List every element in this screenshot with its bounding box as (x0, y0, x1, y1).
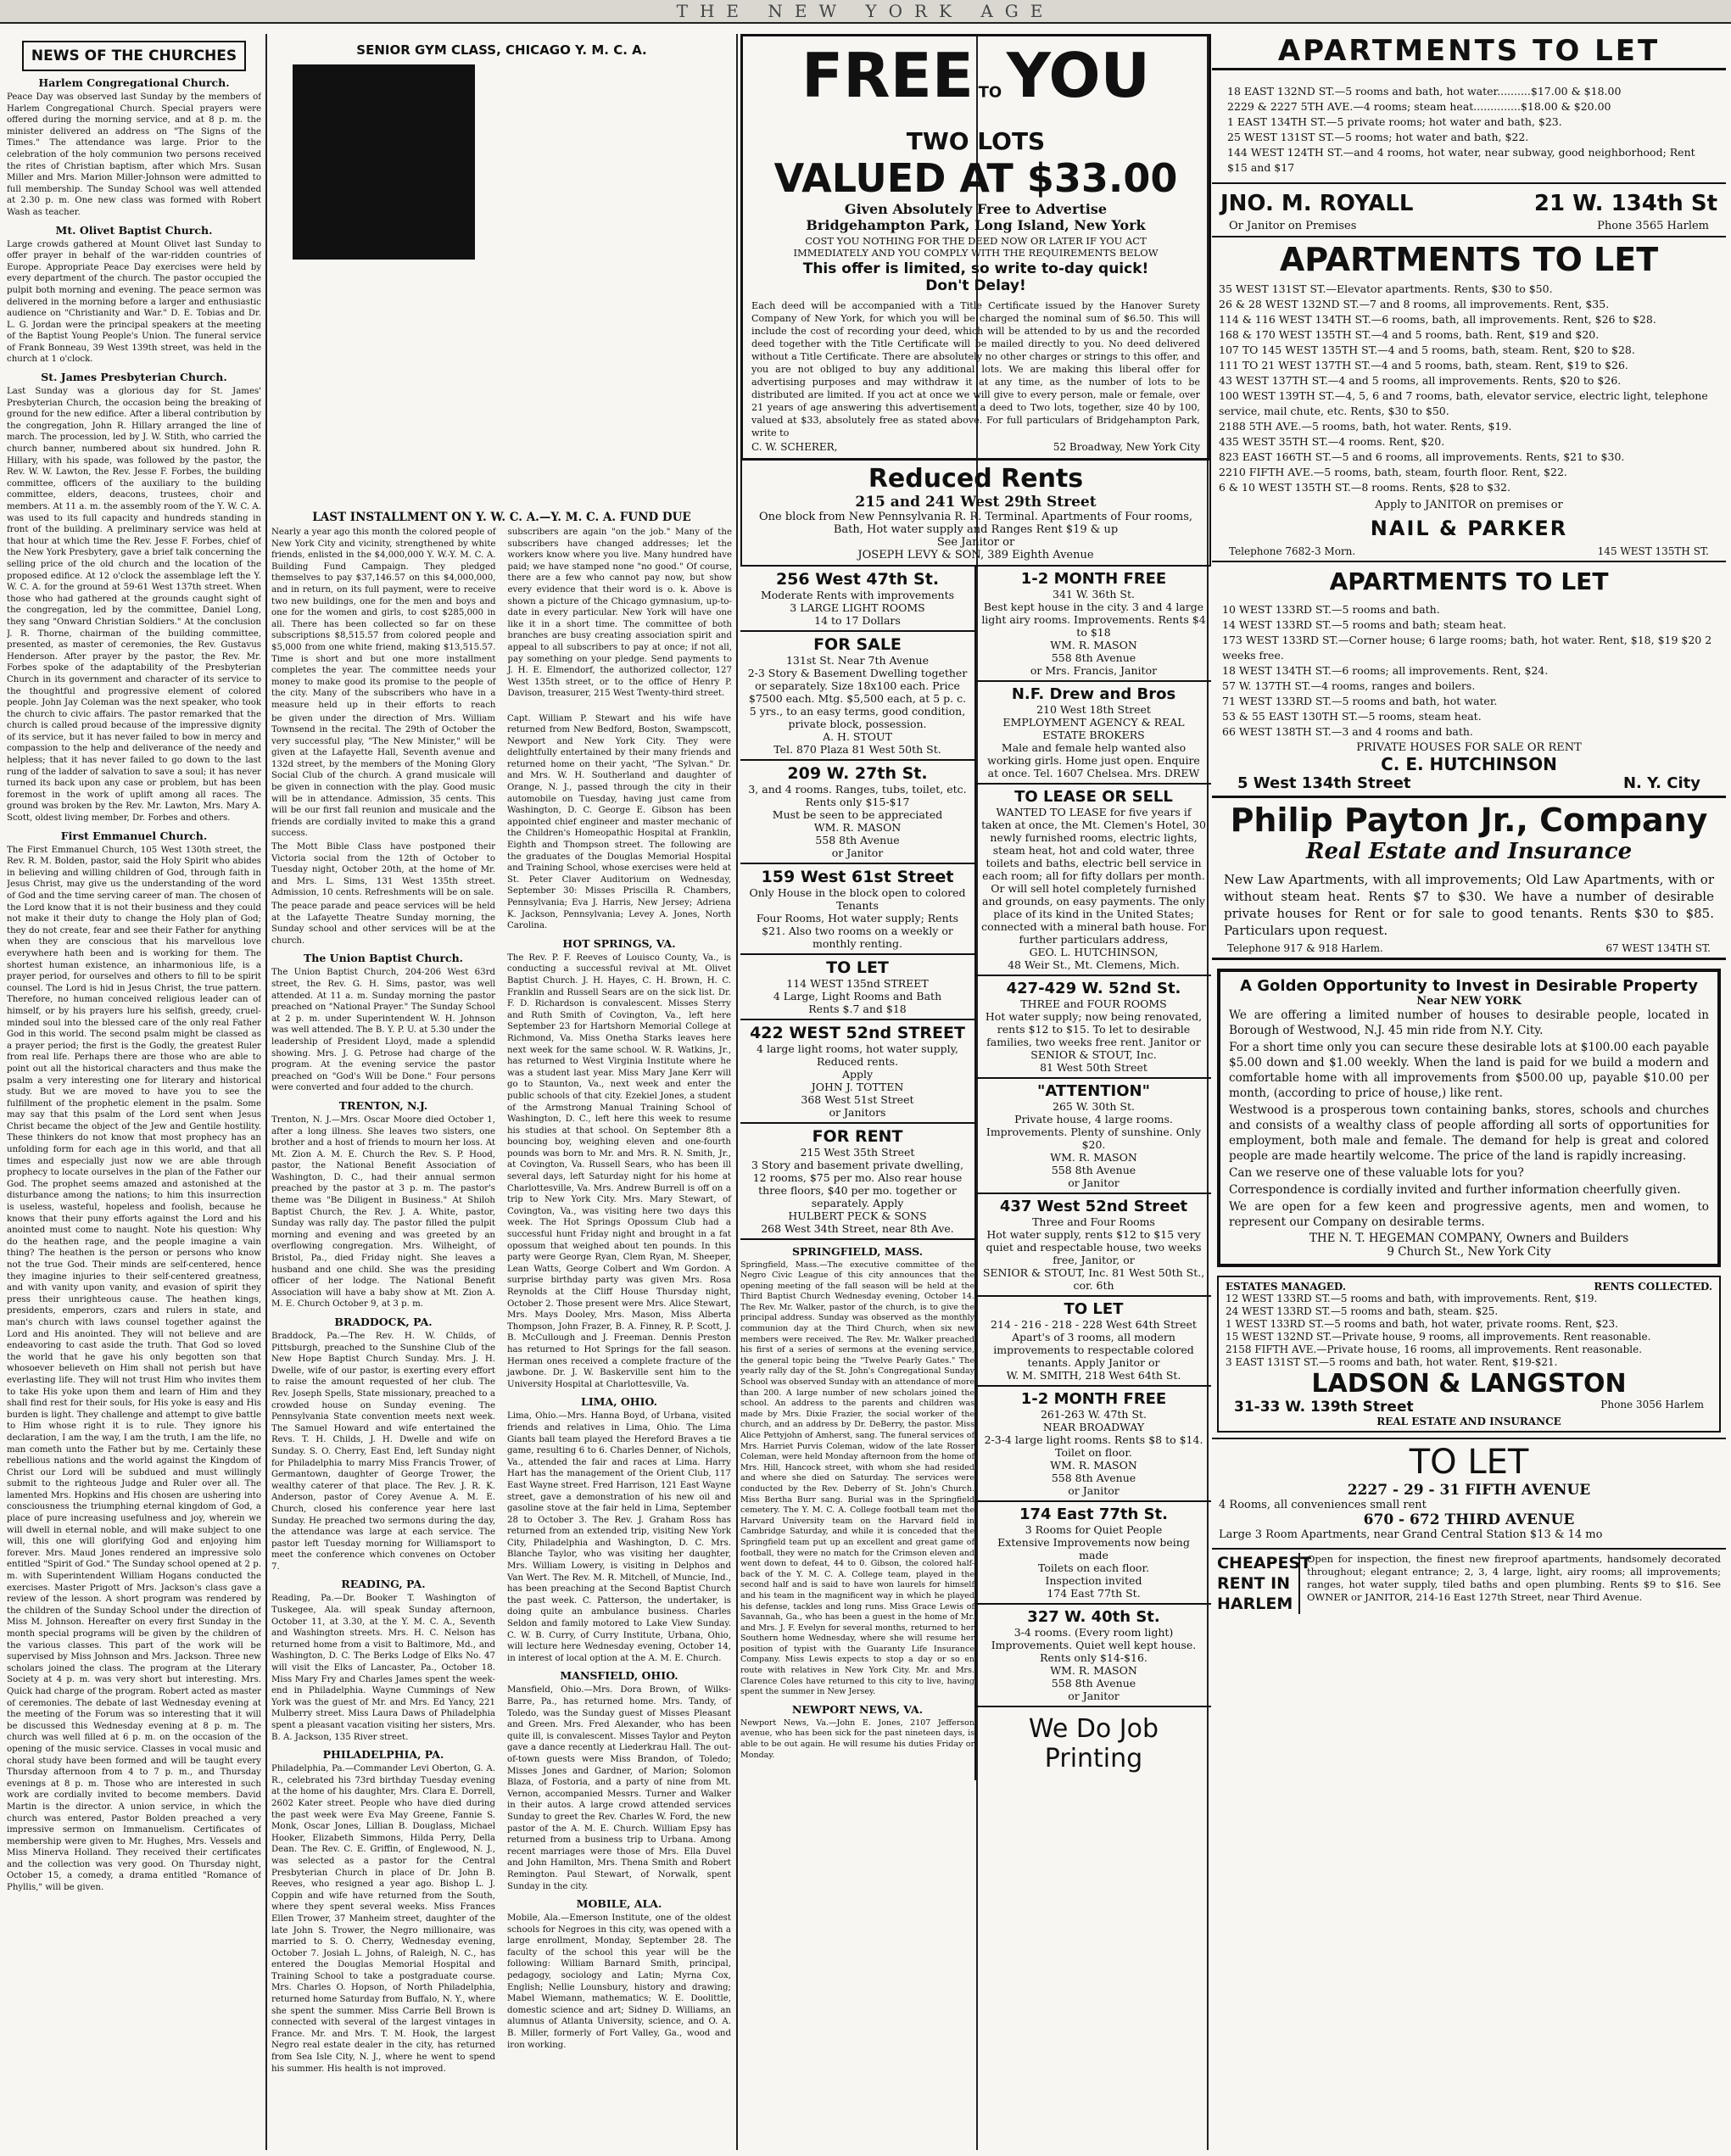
apartment-listing: 26 & 28 WEST 132ND ST.—7 and 8 rooms, all improvements. Rent, $35. (1219, 298, 1610, 310)
small-ad (740, 761, 974, 864)
apartments-column (1212, 34, 1726, 2150)
small-ad-line: 215 West 35th Street (800, 1145, 915, 1159)
church-news-column (7, 34, 261, 2150)
westwood-body-2: For a short time only you can secure these desirable lots at $100.00 each payable $5.00 down and $1.00 weekly. When the land is paid for we build a modern and comfortable home with all improvements from $500.00 up, payable $10.00 per month, (according to price of house,) like rent. (1229, 1041, 1709, 1100)
ladson-listing: 24 WEST 133RD ST.—5 rooms and bath, steam. $25. (1226, 1305, 1499, 1317)
small-ad-line: Inspection invited (1045, 1573, 1142, 1587)
dont-delay: Don't Delay! (925, 276, 1026, 294)
small-ad-line: or Janitor (831, 846, 884, 859)
small-ad-line: 2-3-4 large light rooms. Rents $8 to $14. Toilet on floor. (984, 1433, 1203, 1459)
small-ad-line: 2-3 Story & Basement Dwelling together or separately. Size 18x100 each. Price $7500 each. Mtg. $5,500 each, at 5 p. c. 5 yrs., to an easy terms, good condition, private block, possession. (747, 666, 968, 730)
nail-apply: Apply to JANITOR on premises or (1375, 499, 1563, 511)
small-ad-line: 14 to 17 Dollars (814, 613, 901, 627)
news-heading: MANSFIELD, OHIO. (560, 1669, 678, 1683)
cheapest-rent-body: Open for inspection, the finest new fireproof apartments, handsomely decorated throughout; elegant entrance; 2, 3, 4 large, light, airy rooms; all improvements; ranges, hot water supply, tiled baths and open plumbing. Rents $9 to $16. See OWNER or JANITOR, 214-16 East 127th Street, near Third Avenue. (1307, 1553, 1721, 1603)
apartment-listing: 114 & 116 WEST 134TH ST.—6 rooms, bath, all improvements. Rent, $26 to $28. (1219, 313, 1656, 326)
small-ad-line: Apply (841, 1067, 874, 1081)
free-lots-ad (740, 34, 1211, 461)
small-ad-line: HULBERT PECK & SONS (788, 1209, 927, 1222)
apartment-listing: 43 WEST 137TH ST.—4 and 5 rooms, all improvements. Rents, $20 to $26. (1219, 374, 1622, 387)
hegeman-company: THE N. T. HEGEMAN COMPANY, Owners and Builders (1309, 1232, 1629, 1245)
small-ad-title: 1-2 MONTH FREE (1020, 569, 1167, 588)
church-section-text: Peace Day was observed last Sunday by the members of Harlem Congregational Church. Special prayers were offered during the morning service, and at 8 p. m. the minister delivered an address on "The Signs of the Times." The attendance was large. Prior to the celebration of the holy communion two persons received the rites of Christian baptism, after which Mrs. Susan Miller and Mrs. Marion Miller-Johnson were admitted to full membership. The Sunday School was well attended at 2.30 p. m. One new class was formed with Robert Wash as teacher. (7, 92, 261, 217)
small-ad-line: 4 large light rooms, hot water supply, Reduced rents. (757, 1042, 958, 1068)
small-ad-line: 261-263 W. 47th St. (1040, 1407, 1147, 1421)
news-heading: READING, PA. (341, 1578, 426, 1591)
small-ad (740, 567, 974, 632)
small-ad-line: 368 West 51st Street (801, 1092, 914, 1106)
small-ad-line: 268 West 34th Street, near 8th Ave. (761, 1221, 954, 1235)
small-ad-title: 159 West 61st Street (761, 867, 954, 886)
small-ad (976, 1502, 1211, 1605)
small-ad-line: SENIOR & STOUT, Inc. 81 West 50th St., cor. 6th (982, 1265, 1205, 1292)
small-ad-line: Moderate Rents with improvements (760, 588, 955, 601)
hutch-line: PRIVATE HOUSES FOR SALE OR RENT (1356, 741, 1582, 754)
cost-nothing: COST YOU NOTHING FOR THE DEED NOW OR LATER IF YOU ACT IMMEDIATELY AND YOU COMPLY WITH THE REQUIREMENTS BELOW (793, 234, 1159, 259)
you-word: YOU (1006, 40, 1150, 111)
apartments-list-2 (1212, 278, 1726, 499)
apartment-listing: 111 TO 21 WEST 137TH ST.—4 and 5 rooms, bath, steam. Rent, $19 to $26. (1219, 359, 1628, 371)
royall-ad (1212, 187, 1726, 220)
small-ad-line: Tel. 870 Plaza 81 West 50th St. (773, 742, 941, 756)
small-ad-title: TO LET (1064, 1299, 1124, 1318)
apartments-title-3: APARTMENTS TO LET (1329, 567, 1609, 595)
small-ad-line: or Janitor (1068, 1483, 1120, 1497)
fifth-ave-line-2: 4 Rooms, all conveniences small rent (1219, 1499, 1427, 1511)
small-ad-line: Only House in the block open to colored Tenants (749, 885, 966, 912)
small-ad-line: Must be seen to be appreciated (772, 807, 943, 821)
small-ad (976, 567, 1211, 682)
apartment-listing: 1 EAST 134TH ST.—5 private rooms; hot water and bath, $23. (1227, 115, 1562, 128)
apartment-listing: 6 & 10 WEST 135TH ST.—8 rooms. Rents, $28 to $32. (1219, 481, 1510, 494)
news-heading: LIMA, OHIO. (581, 1395, 657, 1409)
apartment-listing: 10 WEST 133RD ST.—5 rooms and bath. (1222, 603, 1440, 616)
small-ad-title: 437 West 52nd Street (999, 1197, 1188, 1215)
small-ad-line: WANTED TO LEASE for five years if taken at once, the Mt. Clemen's Hotel, 30 newly furnished rooms, electric lights, steam heat, hot and cold water, three toilets and baths, electric bell service in each room; all for fifty dollars per month. Or will sell hotel completely furnished and grounds, on easy payments. The only place of its kind in the United States; connected with a mineral bath house. For further particulars address, (981, 805, 1206, 946)
ladson-listing: 1 WEST 133RD ST.—5 rooms and bath, hot water, private rooms. Rent, $23. (1226, 1318, 1618, 1330)
fifth-ave-line-3: 670 - 672 THIRD AVENUE (1363, 1511, 1575, 1528)
ladson-contact (1226, 1399, 1712, 1416)
apartment-listing: 823 EAST 166TH ST.—5 and 6 rooms, all improvements. Rents, $21 to $30. (1219, 450, 1625, 463)
small-ad-line: or Mrs. Francis, Janitor (1030, 663, 1158, 677)
news-heading: MOBILE, ALA. (576, 1897, 662, 1911)
apartments-list-3 (1212, 600, 1726, 741)
small-ads-left (740, 567, 976, 1780)
royall-name: JNO. M. ROYALL (1220, 191, 1414, 216)
small-ad-line: Rents $.7 and $18 (808, 1002, 907, 1015)
payton-sub: Real Estate and Insurance (1305, 839, 1633, 864)
small-ad (976, 682, 1211, 785)
small-ad-line: 210 West 18th Street (1036, 702, 1151, 716)
limited-offer: This offer is limited, so write to-day quick! (802, 260, 1149, 277)
scherer-name: C. W. SCHERER, (751, 440, 838, 453)
masthead: THE NEW YORK AGE (0, 0, 1731, 24)
news-text: Braddock, Pa.—The Rev. H. W. Childs, of Pittsburgh, preached to the Sunshine Club of the New Hope Baptist Church Sunday. Mrs. J. H. Dwelle, wife of our pastor, is exerting every effort to raise the amount requested of her club. The Rev. Joseph Spells, State missionary, preached to a crowded house on Sunday evening. The Pennsylvania State convention meets next week. The Samuel Howard and wife entertained the Revs. T. H. Childs, J. H. Dwelle and wife on Sunday. S. O. Cherry, East End, left Sunday night for Philadelphia to marry Miss Francis Trower, of Germantown, daughter of George Trower, the wealthy caterer of that place. The Rev. J. R. K. Anderson, pastor of Corey Avenue A. M. E. Church, closed his conference year here last Sunday. He preached two sermons during the day, the attendance was large at each service. The pastor left Tuesday morning for Williamsport to meet the conference which convenes on October 7. (271, 1332, 495, 1572)
nail-parker-name: NAIL & PARKER (1370, 517, 1568, 540)
ywca-article: Nearly a year ago this month the colored people of New York City and vicinity, strengthened by white friends, enlisted in the $4,000,000 Y. W.-Y. M. C. A. Building Fund Campaign. They pledged themselves to pay $37,146.57 on this $4,000,000, and in return, on its full payment, were to receive two new buildings, one for the men and boys and one for the women and girls, to cost $285,000 in all. There has been collected so far on these subscriptions $8,515.57 from colored people and $5,000 from one white friend, making $13,515.57. Time is short and but one more installment completes the year. The committee needs your money to make good its promise to the people of the city. Many of the subscribers who have in a measure held up in their efforts to reach subscribers are again "on the job." Many of the subscribers have changed addresses; let the workers know where you live. Many hundred have paid; we have stamped none "no good." Of course, there are a few who cannot pay now, but show every evidence that their word is o. k. Above is shown a picture of the Chicago gymnasium, up-to-date in every particular. New York will have one like it in a short time. The committee of both branches are busy creating association spirit and appeal to all subscribers to pay at once; if not all, pay something on your pledge. Send payments to J. H. E. Elmendorf, the authorized collector, 127 West 135th street, or to the office of Henry P. Davison, treasurer, 215 West Twenty-third street. (271, 528, 732, 710)
westwood-sub: Near NEW YORK (1416, 995, 1522, 1008)
small-ad-line: 3 LARGE LIGHT ROOMS (790, 600, 925, 614)
apartment-listing: 53 & 55 EAST 130TH ST.—5 rooms, steam heat. (1222, 710, 1482, 723)
apartments-list-1 (1212, 70, 1726, 179)
news-heading: NEWPORT NEWS, VA. (791, 1702, 924, 1716)
ladson-ad (1217, 1276, 1721, 1433)
ywca-column (271, 34, 732, 2150)
small-ad-line: THREE and FOUR ROOMS (1020, 997, 1167, 1010)
small-ad-line: 558 8th Avenue (1051, 651, 1136, 664)
small-ad-line: 3 Rooms for Quiet People (1025, 1522, 1163, 1536)
two-lots: TWO LOTS (906, 126, 1046, 155)
valued-at: VALUED AT $33.00 (773, 154, 1178, 201)
small-ad-title: TO LET (826, 958, 889, 977)
apartment-listing: 57 W. 137TH ST.—4 rooms, ranges and boilers. (1222, 679, 1476, 692)
payton-telephone: Telephone 917 & 918 Harlem. (1227, 942, 1383, 954)
news-heading: HOT SPRINGS, VA. (562, 936, 676, 950)
apartment-listing: 25 WEST 131ST ST.—5 rooms; hot water and bath, $22. (1227, 131, 1529, 143)
small-ad-line: 81 West 50th Street (1040, 1060, 1147, 1074)
reduced-body: One block from New Pennsylvania R. R. Terminal. Apartments of Four rooms, Bath, Hot water supply and Ranges Rent $19 & up (758, 510, 1193, 536)
payton-contact (1212, 942, 1726, 954)
fifth-ave-ad (1212, 1438, 1726, 1544)
small-ad-line: 3 Story and basement private dwelling, 12 rooms, $75 per mo. Also rear house three floors, $40 per mo. together or separately. Apply (751, 1158, 964, 1209)
fifth-ave-title: TO LET (1409, 1443, 1529, 1482)
news-text: Reading, Pa.—Dr. Booker T. Washington of Tuskegee, Ala. will speak Sunday afternoon, October 11, at 3.30, at the Y. M. C. A., Seventh and Washington streets. Mrs. H. C. Nelson has returned home from a visit to Baltimore, Md., and Washington, D. C. The Berks Lodge of Elks No. 47 will visit the Elks of Lancaster, Pa., October 18. Miss Mary Fry and Charles James spent the week-end in Philadelphia. Wayne Cummings of New York was the guest of Mr. and Mrs. Ed Yancy, 221 Mulberry street. Miss Laura Daws of Philadelphia spent a pleasant vacation visiting her sisters, Mrs. B. A. Jackson, 135 River street. (271, 1594, 495, 1742)
ladson-listing: 15 WEST 132ND ST.—Private house, 9 rooms, all improvements. Rent reasonable. (1226, 1331, 1651, 1343)
reduced-title: Reduced Rents (868, 463, 1084, 494)
small-ad-line: 265 W. 30th St. (1053, 1099, 1135, 1113)
church-section-text: Last Sunday was a glorious day for St. James' Presbyterian Church, the occasion being the breaking of ground for the new edifice. After a liberal contribution by the congregation, John R. Hillary arranged the line of march. The procession, led by J. W. Stith, who carried the church banner, numbered about six hundred. John R. Hillary, with his spade, was followed by the pastor, the Rev. W. W. Lawton, the Rev. Jesse F. Forbes, the building committee, officers of the auxiliary to the building committee, elders, deacons, trustees, choir and members. At 11 a. m. the assembly room of the Y. W. C. A. was used to its full capacity and hundreds standing in front of the building. A preliminary service was held at that hour at which time the Rev. Jesse F. Forbes, chief of the New York Presbytery, gave a brief talk concerning the selling price of the old church and the location of the proposed edifice. At 12 o'clock the assemblage left the Y. W. C. A. for the ground at 59-61 West 137th street. When those who had gathered at the grounds caught sight of the congregation, led by the committee, Daniel Long, they sang "Onward Christian Soldiers." At the conclusion J. R. Thorne, chairman of the building committee, presented, as master of ceremonies, the Rev. Gustavus Henderson. After prayer by the pastor, the Rev. Mr. Forbes spoke of the adaptability of the Presbyterian Church in its government and character of its service to the thoughtful and progressive element of colored people. John Jay Coleman was the next speaker, who took the church to civic affairs. The pastor remarked that the church is called proud because of the impressive dignity of its service, but it has never failed to bow in mercy and compassion to the help and deliverance of the needy and helpless; that it has never failed to go down to the last rung of the ladder of salvation to save a soul; it has never turned its back upon any case or problem, but has been foremost in the work of uplift among all races. The ground was broken by the Rev. Mr. Lawton, Mrs. Mary A. Scott, oldest living member, Dr. Forbes and others. (7, 387, 261, 824)
church-section-text: The First Emmanuel Church, 105 West 130th street, the Rev. R. M. Bolden, pastor, said the Holy Spirit who abides in believing and willing children of God, through faith in Jesus Christ, may give us the understanding of the word of God and the time serving career of man. The chosen of the Lord know that it is not their business and they could not make it their duty to change the Holy plan of God; they do not create, fear and see their Father for anything when they are conscious that his marvellous love everywhere hath been and is working for them. The shortest human existence, an inharmonious life, is a prayer period, for ourselves and others to fill to be spirit counsel. The Lord is hid in Jesus Christ, the true pattern. Therefore, no human conceived religious leader can of himself, or by his prayers lure his selfish, greedy, cruel-minded soul into the blessed care of the only real Father God in this world. The second psalm might be classed as a prayer period; the first is the Godly, the greatest Ruler from real life. Perhaps there are those who are able to point out all the historical characters and thus make the psalm a very interesting one for literary and historical study. But we are moved to have you to see the fulfillment of the prophetic element in the psalm. Some may say that this psalm of the Lord sent when Jesus Christ became the object of the Jew and Gentile hostility. These thinkers do not know that most prophecy has an unfolding form for each age in this world, and that all times and especially just now we are able through prophecy to locate ourselves in the plan of the Father our God. The prophet seems amazed and astonished at the disturbance among the nations; to him this insurrection is useless, wasteful, hopeless and foolish, because he knows that their puny efforts against the Lord and his anointed must come to naught. Note his question: Why do the heathen rage, and the people imagine a vain thing? The heathen is the person or persons who know not the true God. Their minds are self-centered, hence they imagine injuries to their self-centered greatness, and with vanity upon vanity, and evasion of spirit they press their unrighteous cause. The heathen kings, presidents, emperors, czars and rulers in state, and man's church with laws counsel together against the Lord and His anointed. They will not believe and are endeavoring to cast aside the truth. That God so loved the world that he gave his only begotten son that whosoever believeth on Him shall not perish but have everlasting life. They will not trust Him who invites them to take His yoke upon them and learn of Him and they shall find rest for their souls, for His yoke is easy and His burden is light. They challenge and attempt to give battle to Him whose right it is to rule. They ignore his declaration, I am the way, I am the truth, I am the life, no man cometh unto the Father but by me. Certainly these rebellious nations and the world against the Kingdom of Christ our Lord will be subdued and must willingly submit to the righteous Judge and Ruler over all. The lamented Mrs. Hopkins and His chosen are ushering into consciousness the triumphing eternal kingdom of God, a place of pure increasing usefulness and joy, wherein we will dwell in eternal noble, and will make subject to one will, this one will glorifying God and enjoying him forever. Mrs. Maud Jones rendered an impressive solo entitled "Spirit of God." The Sunday school opened at 2 p. m. with Superintendent William Hogans conducted the exercises. Master Prigott of Mrs. Jackson's class gave a review of the lesson. A short program was rendered by the children of the Sunday School under the direction of Miss M. Johnson. Hereafter on every first Sunday in the month special programs will be given by the children of the various classes. This part of the work will be supervised by Miss Johnson and Mrs. Jackson. Three new scholars joined the class. The program at the Literary Society at 4 p. m. was very short but interesting. Mrs. Quick had charge of the program. Robert acted as master of ceremonies. The debate of last Wednesday evening at the meeting of the Forum was so interesting that it will be discussed this Wednesday evening at 8 p. m. The church was well filled at 6 p. m. on the occasion of the opening of the music service. Classes in vocal music and choral study have been formed and will be taught every Thursday afternoon from 4 to 7 p. m., and Thursday evenings at 8 p. m. Those who are interested in such work are cordially invited to become members. David Martin is the director. A union service, in which the church was entered, Pastor Bolden preached a very impressive sermon on Immanuelism. Certificates of membership were given to Mr. Hughes, Mrs. Vessels and Miss Minerva Holland. They received their certificates and the collection was very good. On Thursday night, October 15, a comedy, a drama entitled "Romance of Phyllis," will be given. (7, 845, 261, 1893)
news-text: The Union Baptist Church, 204-206 West 63rd street, the Rev. G. H. Sims, pastor, was well attended. At 11 a. m. Sunday morning the pastor preached on "National Prayer." The Sunday School at 2 p. m. under Superintendent W. H. Johnson was well attended. The B. Y. P. U. at 5.30 under the leadership of President Lloyd, made a splendid showing. Mrs. J. G. Petrose had charge of the program. At the evening service the pastor preached on "God's Will be Done." Four persons were converted and four added to the church. (271, 968, 495, 1093)
ladson-list (1226, 1293, 1712, 1369)
news-heading: PHILADELPHIA, PA. (322, 1748, 444, 1762)
small-ad-title: 427-429 W. 52nd St. (1006, 979, 1181, 997)
apartment-listing: 35 WEST 131ST ST.—Elevator apartments. Rents, $30 to $50. (1219, 282, 1553, 295)
small-ad-line: NEAR BROADWAY (1042, 1420, 1145, 1433)
ywca-headline: LAST INSTALLMENT ON Y. W. C. A.—Y. M. C. A. FUND DUE (312, 511, 691, 524)
small-ad-line: or Janitors (829, 1105, 886, 1119)
small-ad-title: 1-2 MONTH FREE (1020, 1389, 1167, 1408)
small-ad-line: 174 East 77th St. (1047, 1586, 1141, 1600)
given-free: Given Absolutely Free to Advertise (844, 200, 1108, 217)
small-ad-title: 209 W. 27th St. (787, 763, 928, 783)
royall-phone: Phone 3565 Harlem (1597, 220, 1709, 232)
ads-column (740, 34, 1215, 2150)
free-ad-body: Each deed will be accompanied with a Title Certificate issued by the Hanover Surety Company of New York, for which you will be charged the nominal sum of $6.50. This will include the cost of recording your deed, which will be attended to by us and the recorded deed together with the Title Certificate will be mailed directly to you. No deed delivered without a Title Certificate. There are absolutely no other charges or strings to this offer, and you are not obliged to buy any additional lots. We are making this liberal offer for advertising purposes and may withdraw it at any time, as the number of lots to be distributed are limited. If you act at once we will give to every person, male or female, over 21 years of age answering this advertisement a deed to Two lots, together, size 40 by 100, valued at $33, absolutely free as stated above. For full particulars of Bridgehampton Park, write to (751, 299, 1200, 438)
apartment-listing: 168 & 170 WEST 135TH ST.—4 and 5 rooms, bath. Rent, $19 and $20. (1219, 328, 1600, 341)
cheapest-rent-label: CHEAPEST RENT IN HARLEM (1217, 1554, 1312, 1613)
church-section-heading: Mt. Olivet Baptist Church. (55, 223, 213, 237)
nail-address: 145 WEST 135TH ST. (1597, 545, 1709, 557)
ladson-address: 31-33 W. 139th Street (1234, 1399, 1414, 1416)
hegeman-address: 9 Church St., New York City (1387, 1245, 1551, 1259)
small-ad-line: 558 8th Avenue (1051, 1471, 1136, 1484)
reduced-janitor: See Janitor or (936, 535, 1015, 549)
small-ad (976, 1387, 1211, 1502)
small-ad-line: 214 - 216 - 218 - 228 West 64th Street (991, 1317, 1197, 1331)
small-ad-line: Hot water supply; now being renovated, rents $12 to $15. To let to desirable families, two weeks free rent. Janitor or (985, 1009, 1203, 1048)
small-ad-line: 558 8th Avenue (815, 833, 900, 846)
news-text: Capt. William P. Stewart and his wife have returned from New Bedford, Boston, Swampscott, Newport and New York City. They were delightfully entertained by their many friends and returned home on their yacht, "The Sylvan." Dr. and Mrs. W. H. Southerland and daughter of Orange, N. J., passed through the city in their automobile on Tuesday, having just came from Washington, D. C. George E. Gibson has been appointed chief engineer and master mechanic of the Children's Homeopathic Hospital at Franklin, Eighth and Thompson street. The following are the graduates of the Douglas Memorial Hospital and Training School, whose exercises were held at St. Peter Claver Auditorium on Wednesday, September 30: Misses Priscilla R. Chambers, Pennsylvania; Eva J. Harris, New Jersey; Adriena K. Jackson, Pennsylvania; Levey A. Jones, North Carolina. (507, 713, 731, 931)
small-ad (740, 955, 974, 1020)
news-heading: TRENTON, N.J. (338, 1098, 428, 1112)
small-ad-line: 3-4 rooms. (Every room light) Improvements. Quiet well kept house. Rents only $14-$16. (991, 1625, 1197, 1664)
small-ad-line: 558 8th Avenue (1051, 1163, 1136, 1176)
small-ad-line: Three and Four Rooms (1032, 1215, 1155, 1228)
news-heading: The Union Baptist Church. (303, 952, 464, 965)
apartment-listing: 144 WEST 124TH ST.—and 4 rooms, hot water, near subway, good neighborhood; Rent $15 and $17 (1227, 146, 1695, 174)
small-ad (976, 1297, 1211, 1387)
small-ad (976, 785, 1211, 976)
small-ad-line: 131st St. Near 7th Avenue (785, 653, 930, 667)
fifth-ave-line-1: 2227 - 29 - 31 FIFTH AVENUE (1347, 1482, 1591, 1499)
ladson-name: LADSON & LANGSTON (1311, 1369, 1627, 1399)
small-ad-title: TO LEASE OR SELL (1014, 787, 1173, 806)
westwood-title: A Golden Opportunity to Invest in Desirable Property (1240, 977, 1698, 995)
small-ad-line: Extensive Improvements now being made (997, 1535, 1190, 1561)
rents-collected: RENTS COLLECTED. (1594, 1281, 1712, 1293)
payton-name: Philip Payton Jr., Company (1230, 802, 1708, 839)
church-section-heading: St. James Presbyterian Church. (41, 371, 227, 384)
to-word: TO (978, 83, 1002, 102)
small-ad-line: or Janitor (1068, 1689, 1120, 1702)
apartment-listing: 107 TO 145 WEST 135TH ST.—4 and 5 rooms, bath, steam. Rent, $20 to $28. (1219, 344, 1635, 356)
small-ad (976, 1605, 1211, 1707)
ywca-note: The Mott Bible Class have postponed their Victoria social from the 12th of October to Tuesday night, October 20th, at the home of Mr. and Mrs. L. Sims, 131 West 135th street. Admission, 10 cents. Refreshments will be on sale. (271, 842, 495, 898)
small-ad-line: Four Rooms, Hot water supply; Rents $21. Also two rooms on a weekly or monthly renting. (756, 911, 959, 950)
news-text: Trenton, N. J.—Mrs. Oscar Moore died October 1, after a long illness. She leaves two sisters, one brother and a host of friends to mourn her loss. At Mt. Zion A. M. E. Church the Rev. S. P. Hood, pastor, the National Benefit Association of Washington, D. C., had their annual sermon preached by the pastor at 3 p. m. The pastor's theme was "Be Diligent in Business." At Shiloh Baptist Church, the Rev. J. A. White, pastor, Sunday was rally day. The pastor filled the pulpit morning and evening and was greeted by an overflowing congregation. Mrs. Wilheight, of Bristol, Pa., died Friday night. She leaves a husband and one child. She was the presiding officer of her lodge. The National Benefit Association will have a baby show at Mt. Zion A. M. E. Church October 9, at 3 p. m. (271, 1114, 495, 1310)
small-ad-line: 558 8th Avenue (1051, 1676, 1136, 1690)
free-word: FREE (801, 40, 974, 111)
payton-body: New Law Apartments, with all improvements; Old Law Apartments, with or without steam heat. Rents $7 to $30. We have a number of desirable private houses for Rent or for sale to good tenants. Rents $30 to $85. Particulars upon request. (1224, 872, 1714, 938)
apartment-listing: 435 WEST 35TH ST.—4 rooms. Rent, $20. (1219, 435, 1445, 448)
news-heading: BRADDOCK, PA. (334, 1315, 433, 1328)
church-news-body (7, 76, 261, 1894)
small-ad (976, 1079, 1211, 1194)
small-ad-title: 174 East 77th St. (1019, 1505, 1168, 1523)
small-ad-line: Apart's of 3 rooms, all modern improvements to respectable colored tenants. Apply Janitor or (993, 1330, 1194, 1369)
small-ad-line: Hot water supply, rents $12 to $15 very quiet and respectable house, two weeks free, Janitor, or (986, 1227, 1202, 1266)
apartment-listing: 173 WEST 133RD ST.—Corner house; 6 large rooms; bath, hot water. Rent, $18, $19 $20 2 weeks free. (1222, 634, 1712, 662)
ywca-note: The peace parade and peace services will be held at the Lafayette Theatre Sunday morning, the Sunday school and other services will be at the church. (271, 902, 495, 946)
small-ad-title: 256 West 47th St. (775, 569, 940, 589)
royall-address: 21 W. 134th St (1533, 191, 1717, 216)
apartment-listing: 14 WEST 133RD ST.—5 rooms and bath; steam heat. (1222, 618, 1506, 631)
apartment-listing: 2229 & 2227 5TH AVE.—4 rooms; steam heat..............$18.00 & $20.00 (1227, 100, 1611, 113)
hutch-address: 5 West 134th Street (1237, 774, 1411, 792)
small-ad-line: 4 Large, Light Rooms and Bath (773, 989, 942, 1003)
small-ad (976, 1194, 1211, 1297)
free-to-you-banner (751, 42, 1200, 127)
small-ad-line: 341 W. 36th St. (1053, 587, 1135, 600)
small-ad-line: JOHN J. TOTTEN (811, 1080, 904, 1093)
nail-contact (1212, 545, 1726, 557)
park-name: Bridgehampton Park, Long Island, New York (806, 216, 1146, 233)
small-ad-line: WM. R. MASON (1050, 638, 1137, 651)
scherer-address: 52 Broadway, New York City (1053, 440, 1200, 453)
ladson-sub: REAL ESTATE AND INSURANCE (1376, 1416, 1561, 1427)
apartments-title-1: APARTMENTS TO LET (1212, 34, 1726, 70)
small-ad-title: FOR SALE (813, 634, 902, 654)
apartment-listing: 2188 5TH AVE.—5 rooms, bath, hot water. Rents, $19. (1219, 420, 1512, 433)
small-ad (740, 1124, 974, 1240)
small-ad-line: WM. R. MASON (1050, 1150, 1137, 1164)
small-ad-line: or Janitor (1068, 1176, 1120, 1189)
news-heading: SPRINGFIELD, MASS. (791, 1244, 924, 1258)
small-ads-area (740, 567, 1215, 1780)
westwood-body-1: We are offering a limited number of houses to desirable people, located in Borough of Westwood, N.J. 45 min ride from N.Y. City. (1229, 1008, 1709, 1037)
col2-left (271, 713, 495, 2077)
small-ad-line: 48 Weir St., Mt. Clemens, Mich. (1008, 958, 1180, 971)
reduced-rents-ad (740, 461, 1211, 567)
small-ad-line: 114 WEST 135nd STREET (786, 976, 929, 990)
news-text: Philadelphia, Pa.—Commander Levi Oberton, G. A. R., celebrated his 73rd birthday Tuesday evening at the home of his daughter, Mrs. Clara E. Dorrell, 2602 Kater street. People who have died during the past week were Eva May Greene, Fannie S. Monk, Oscar Jones, Lillian B. Douglass, Michael Hooker, Elizabeth Simmons, Hilda Perry, Della Dean. The Rev. C. E. Griffin, of Englewood, N. J., was selected as a pastor for the Central Presbyterian Church in place of Dr. John B. Reeves, who resigned a year ago. Bishop L. J. Coppin and wife have returned from the South, where they spent several weeks. Miss Frances Ellen Trower, 37 Manheim street, daughter of the late John S. Trower, the Negro millionaire, was married to S. O. Cherry, Wednesday evening, October 7. Josiah L. Johns, of Raleigh, N. C., has entered the Douglas Memorial Hospital and Training School to take a postgraduate course. Mrs. Charles O. Hopson, of North Philadelphia, returned home Saturday from Buffalo, N. Y., where she spent the summer. Miss Carrie Bell Brown is connected with several of the largest vintages in France. Mr. and Mrs. T. M. Hook, the largest Negro real estate dealer in the city, has returned from Sea Isle City, N. J., where he went to spend his summer. His health is not improved. (271, 1764, 495, 2074)
news-text: Lima, Ohio.—Mrs. Hanna Boyd, of Urbana, visited friends and relatives in Lima, Ohio. The Lima Giants ball team played the Hereford Braves a tie game, resulting 6 to 6. Charles Denner, of Nichols, Va., attended the fair and races at Lima. Harry Hart has the management of the Orient Club, 117 East Wayne street. Fred Harrison, 121 East Wayne street, gave a demonstration of his new oil and gasoline stove at the fair held in Lima, September 28 to October 3. The Rev. J. Graham Ross has returned from an extended trip, visiting New York City, Philadelphia and Washington, D. C. Mrs. Blanche Taylor, who was visiting her daughter, Mrs. William Lowery, is visiting in Delphos and Van Wert. The Rev. M. R. Mitchell, of Muncie, Ind., has been preaching at the Second Baptist Church the past week. C. Patterson, the undertaker, is doing quite an ambulance business. Charles Seldon and family motored to Lake View Sunday. C. W. B. Curry, of Curry Institute, Urbana, Ohio, will lecture here Wednesday evening, October 14, in interest of local option at the A. M. E. Church. (507, 1411, 731, 1663)
small-ad-line: Male and female help wanted also working girls. Home just open. Enquire at once. Tel. 1607 Chelsea. Mrs. DREW (987, 740, 1200, 779)
payton-address: 67 WEST 134TH ST. (1605, 942, 1711, 954)
westwood-body-6: We are open for a few keen and progressive agents, men and women, to represent our Company on desirable terms. (1229, 1200, 1709, 1229)
apartment-listing: 18 EAST 132ND ST.—5 rooms and bath, hot water..........$17.00 & $18.00 (1227, 85, 1622, 98)
small-ad (976, 976, 1211, 1079)
small-ad-title: N.F. Drew and Bros (1011, 684, 1176, 703)
col2-right (507, 713, 731, 2077)
reduced-sub: 215 and 241 West 29th Street (855, 493, 1097, 511)
small-ad-line: SENIOR & STOUT, Inc. (1030, 1047, 1157, 1061)
news-text: Mobile, Ala.—Emerson Institute, one of the oldest schools for Negroes in this city, was opened with a large enrollment, Monday, September 28. The faculty of the school this year will be the following: William Barnard Smith, principal, pedagogy, sociology and Latin; Myrna Cox, English; Nellie Lounsbury, history and drawing; Mabel Wiemann, mathematics; W. E. Doolittle, domestic science and art; Sidney D. Williams, an alumnus of Atlanta University, science, and O. A. B. Miller, formerly of Fort Valley, Ga., wood and iron working. (507, 1913, 731, 2050)
fifth-ave-line-4: Large 3 Room Apartments, near Grand Central Station $13 & 14 mo (1219, 1528, 1603, 1541)
westwood-body-3: Westwood is a prosperous town containing banks, stores, schools and churches and consists of a wealthy class of people affording all sorts of opportunities for employment, both male and female. The demand for help is great and colored people are made heartily welcome. The price of the land is rapidly increasing. (1229, 1103, 1709, 1163)
church-section-heading: First Emmanuel Church. (60, 829, 208, 842)
small-ad-line: EMPLOYMENT AGENCY & REAL ESTATE BROKERS (1002, 715, 1185, 741)
small-ad-line: A. H. STOUT (823, 729, 892, 743)
hutch-city: N. Y. City (1622, 774, 1700, 792)
church-section-text: Large crowds gathered at Mount Olivet last Sunday to offer prayer in behalf of the war-ridden countries of Europe. Appropriate Peace Day exercises were held by every department of the church. The pastor occupied the pulpit both morning and evening. The peace sermon was delivered in the morning before a larger and enthusiastic audience on "Christianity and War." D. E. Tobias and Dr. L. G. Jordan were the principal speakers at the meeting of the Baptist Young People's Union. The funeral service of Frank Bonneau, 39 West 139th street, was held in the church at 1 o'clock. (7, 239, 261, 365)
free-ad-signature (751, 441, 1200, 453)
small-ad-title: 327 W. 40th St. (1027, 1607, 1160, 1626)
small-ad-line: WM. R. MASON (1050, 1663, 1137, 1677)
small-ad-title: "ATTENTION" (1037, 1081, 1150, 1100)
small-ad-line: Best kept house in the city. 3 and 4 large light airy rooms. Improvements. Rents $4 to $18 (981, 600, 1206, 639)
small-ad-title: FOR RENT (812, 1126, 903, 1146)
news-text: The Rev. P. F. Reeves of Louisco County, Va., is conducting a successful revival at Mt. Olivet Baptist Church. J. H. Hayes, C. H. Brown, H. C. Franklin and Russell Sears are on the sick list. Dr. F. D. Richardson is convalescent. Misses Sterry and Ruth Smith of Covington, Va., left here September 23 for Hartshorn Memorial College at Richmond, Va. Miss Onetha Starks leaves here next week for the same school. W. R. Watkins, Jr., has returned to West Virginia Institute where he was a student last year. Miss Mary Jane Kerr will go to Staunton, Va., next week and enter the public schools of that city. Ezekiel Jones, a student of the Armstrong Manual Training School of Washington, D. C., left here this week to resume his studies at that school. On September 8th a bouncing boy, weighing eleven and one-fourth pounds was born to Mr. and Mrs. R. N. Smith, Jr., at Covington, Va. Russell Sears, who has been ill several days, left Saturday night for his home at Charlottesville, Va. Mrs. Andrew Burrell is off on a trip to New York City. Mrs. Mary Stewart, of Covington, Va., was visiting here two days this week. The Hot Springs Opossum Club had a successful hunt Friday night and brought in a fat opossum that weighed about ten pounds. In this party were George Ryan, Clem Ryan, M. Sheeper, Lean Watts, George Colbert and Wm Gordon. A surprise birthday party was given Mrs. Rosa Reynolds at the Cliff House Thursday night, October 2. Those present were Mrs. Alice Stewart, Mrs. Mays Dooley, Mrs. Mason, Miss Alberta Thompson, John Frazer, B. A. Finney, R. P. Scott, J. B. McCullough and J. Freeman. Dennis Preston has returned to Hot Springs for the fall season. Herman ones received a complete fracture of the jawbone. Dr. J. W. Baskerville sent him to the University Hospital at Charlottesville, Va. (507, 952, 731, 1389)
small-ad-line: Toilets on each floor. (1037, 1561, 1150, 1574)
news-text: Newport News, Va.—John E. Jones, 2107 Jefferson avenue, who has been sick for the past nineteen days, is able to be out again. He will resume his duties Friday or Monday. (740, 1718, 974, 1760)
ywca-note: be given under the direction of Mrs. William Townsend in the recital. The 29th of October the very successful play, "The New Minister," will be given at the Lafayette Hall, Seventh avenue and 132d street, by the members of the Moning Glory Social Club of the church. A grand musicale will be given in connection with the play. Good music will be in attendance. Admission, 35 cents. This will be our first fall reunion and musicale and the friends are cordially invited to make this a grand success. (271, 713, 495, 839)
cheapest-rent-ad (1212, 1548, 1726, 1617)
small-ads-right (976, 567, 1211, 1780)
gym-class-photo (293, 64, 475, 260)
ladson-listing: 3 EAST 131ST ST.—5 rooms and bath, hot water. Rent, $19-$21. (1226, 1356, 1558, 1368)
news-text: Mansfield, Ohio.—Mrs. Dora Brown, of Wilks-Barre, Pa., has returned home. Mrs. Tandy, of Toledo, was the Sunday guest of Misses Pleasant and Green. Mrs. Fred Alexander, who has been quite ill, is convalescent. Misses Taylor and Peyton gave a dance recently at Liederkrau Hall. The out-of-town guests were Miss Brandon, of Toledo; Misses Jones and Gardner, of Marion; Solomon Blaza, of Fostoria, and a party of nine from Mt. Vernon, accompanied Messrs. Turner and Walker in their autos. A large crowd attended services Sunday to greet the Rev. Charles W. Ford, the new pastor of the A. M. E. Church. William Epsy has returned from a business trip to Urbana. Among recent marriages were those of Mrs. Ella Duvel and John Hamilton, Mrs. Thena Smith and Robert Remington. Paul Stewart, of Norwalk, spent Sunday in the city. (507, 1685, 731, 1891)
apartment-listing: 18 WEST 134TH ST.—6 rooms; all improvements. Rent, $24. (1222, 664, 1549, 677)
reduced-agent: JOSEPH LEVY & SON, 389 Eighth Avenue (857, 548, 1094, 561)
church-news-title: NEWS OF THE CHURCHES (22, 41, 246, 71)
ladson-listing: 12 WEST 133RD ST.—5 rooms and bath, with improvements. Rent, $19. (1226, 1293, 1598, 1304)
news-text: Springfield, Mass.—The executive committee of the Negro Civic League of this city announces that the opening meeting of the fall season will be held at the Third Baptist Church Wednesday evening, October 14. The Rev. Mr. Walker, pastor of the church, is to give the principal address. Sunday was observed as the monthly communion day at the Third Church, when six new members were received. The Rev. Mr. Walker preached his first of a series of sermons at the evening service, the general topic being the "Twelve Pearly Gates." The yearly rally day of the St. John's Congregational Sunday School was observed Sunday with an attendance of more than 200. A large number of new scholars joined the school. An address to the parents and children was made by Mrs. Dixie Frazier, the social worker of the church, and an address by Dr. DeBerry, the pastor. Miss Alice Pettyjohn of Amherst, sang. The funeral services of Mrs. Harriet Purvis Coleman, widow of the late Rosser Coleman, were held Monday afternoon from the home of Mrs. Hill, Hancock street, with whom she had resided and where she died on Saturday. The services were conducted by the Rev. Deberry of St. John's Church. Miss Bertha Burr sang. Burial was in the Springfield cemetery. The Y. M. C. A. College football team met the Harvard University team on the Harvard field in Cambridge Saturday, and while it is conceded that the Springfield team put up an excellent and great game of football, they were no match for the Crimson eleven and went down to defeat, 44 to 0. Gibson, the colored half-back of the Y. M. C. A. College team, played in the second half and is said to have won laurels for himself and his team in the magnificent way in which he played his defense, tackles and long runs. Miss Grace Lewis of Savannah, Ga., who has been a guest in the home of Mr. and Mrs. J. F. Evelyn for several months, returned to her Southern home Wednesday, where she will resume her position of typist with the Guaranty Life Insurance Company. Miss Lewis expects to stop a day or so en route with relatives in New York City. Mr. and Mrs. Clarence Coles have returned to this city to live, having spent the summer in New Jersey. (740, 1260, 974, 1697)
ladson-listing: 2158 FIFTH AVE.—Private house, 16 rooms, all improvements. Rent reasonable. (1226, 1343, 1643, 1355)
small-ad-line: W. M. SMITH, 218 West 64th St. (1006, 1368, 1181, 1382)
apartment-listing: 66 WEST 138TH ST.—3 and 4 rooms and bath. (1222, 725, 1473, 738)
small-ad-line: WM. R. MASON (1050, 1458, 1137, 1472)
small-ad-line: GEO. L. HUTCHINSON, (1029, 945, 1159, 958)
small-ad (740, 632, 974, 761)
photo-caption: SENIOR GYM CLASS, CHICAGO Y. M. C. A. (356, 42, 647, 58)
col2-split (271, 713, 732, 2077)
small-ad-title: 422 WEST 52nd STREET (750, 1023, 965, 1042)
church-section-heading: Harlem Congregational Church. (38, 76, 230, 89)
westwood-body-4: Can we reserve one of these valuable lots for you? (1229, 1166, 1524, 1180)
apartments-title-2: APARTMENTS TO LET (1279, 241, 1659, 278)
ladson-phone: Phone 3056 Harlem (1600, 1399, 1704, 1410)
ladson-header (1226, 1281, 1712, 1293)
column-rule (736, 34, 738, 2150)
hutch-contact (1212, 774, 1726, 792)
column-rule (265, 34, 267, 2150)
small-ad-line: 3, and 4 rooms. Ranges, tubs, toilet, etc. Rents only $15-$17 (748, 782, 967, 808)
small-ad (740, 1020, 974, 1124)
apartment-listing: 2210 FIFTH AVE.—5 rooms, bath, steam, fourth floor. Rent, $22. (1219, 466, 1567, 478)
westwood-body-5: Correspondence is cordially invited and further information cheerfully given. (1229, 1183, 1681, 1197)
job-printing-ad: We Do Job Printing (1028, 1713, 1159, 1773)
royall-contact (1212, 220, 1726, 232)
small-ad-line: Private house, 4 large rooms. Improvements. Plenty of sunshine. Only $20. (986, 1112, 1202, 1151)
small-ad-line: WM. R. MASON (813, 820, 902, 834)
apartment-listing: 71 WEST 133RD ST.—5 rooms and bath, hot water. (1222, 695, 1498, 707)
estates-managed: ESTATES MANAGED. (1226, 1281, 1347, 1293)
westwood-ad (1217, 969, 1721, 1267)
royall-janitor: Or Janitor on Premises (1229, 220, 1357, 232)
hutch-name: C. E. HUTCHINSON (1381, 754, 1557, 774)
nail-telephone: Telephone 7682-3 Morn. (1229, 545, 1356, 557)
apartment-listing: 100 WEST 139TH ST.—4, 5, 6 and 7 rooms, bath, elevator service, electric light, telephone service, mail chute, etc. Rents, $30 to $50. (1219, 389, 1708, 417)
small-ad (740, 864, 974, 955)
